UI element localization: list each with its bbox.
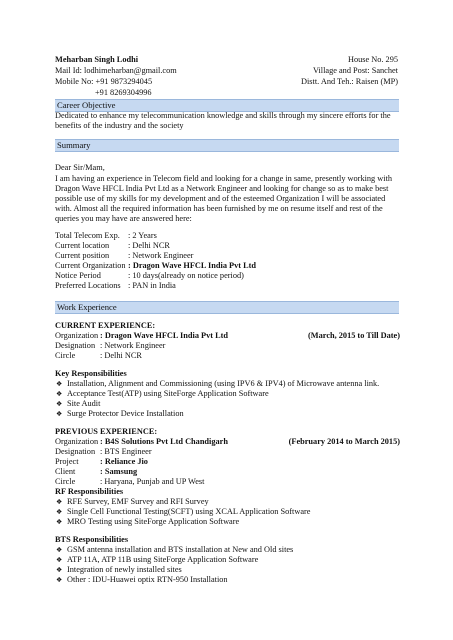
previous-experience-heading: PREVIOUS EXPERIENCE: bbox=[55, 427, 158, 436]
list-item: ❖ Installation, Alignment and Commissioning (using IPV6 & IPV4) of Microwave antenna link. bbox=[55, 379, 400, 389]
previous-org: : B4S Solutions Pvt Ltd Chandigarh bbox=[100, 437, 228, 446]
current-experience bbox=[55, 321, 400, 419]
previous-experience bbox=[55, 427, 400, 585]
previous-designation-row: Designation : BTS Engineer bbox=[55, 447, 152, 456]
list-item: ❖ Acceptance Test(ATP) using SiteForge Application Software bbox=[55, 389, 400, 399]
current-period: (March, 2015 to Till Date) bbox=[308, 331, 400, 340]
career-objective-title: Career Objective bbox=[57, 100, 116, 110]
header-line-4 bbox=[95, 88, 398, 98]
list-item: ❖ MRO Testing using SiteForge Application Software bbox=[55, 517, 400, 527]
field-preferred-locations: Preferred Locations : PAN in India bbox=[55, 281, 176, 290]
list-item: ❖ Single Cell Functional Testing(SCFT) using XCAL Application Software bbox=[55, 507, 400, 517]
village-post: Village and Post: Sanchet bbox=[313, 66, 398, 75]
summary-band bbox=[55, 139, 399, 152]
career-objective-text: Dedicated to enhance my telecommunication knowledge and skills through my sincere efforts for the benefits of the industry and the society bbox=[55, 111, 391, 130]
summary-fields bbox=[55, 231, 400, 291]
current-circle-row: Circle : Delhi NCR bbox=[55, 351, 142, 360]
summary-title: Summary bbox=[57, 140, 91, 150]
list-item: ❖ Other : IDU-Huawei optix RTN-950 Installation bbox=[55, 575, 400, 585]
mail-id: Mail Id: lodhimeharban@gmail.com bbox=[55, 66, 177, 75]
candidate-name: Meharban Singh Lodhi bbox=[55, 55, 138, 64]
field-notice-period: Notice Period : 10 days(already on notice period) bbox=[55, 271, 244, 280]
header-line-1 bbox=[55, 55, 398, 65]
mobile-number-2: +91 8269304996 bbox=[95, 88, 152, 97]
previous-period: (February 2014 to March 2015) bbox=[288, 437, 400, 446]
rf-responsibilities-heading: RF Responsibilities bbox=[55, 487, 124, 496]
current-experience-heading: CURRENT EXPERIENCE: bbox=[55, 321, 156, 330]
previous-client-row: Client : Samsung bbox=[55, 467, 138, 476]
current-org: : Dragon Wave HFCL India Pvt Ltd bbox=[100, 331, 229, 340]
current-org-row: Organization : Dragon Wave HFCL India Pvt Ltd (March, 2015 to Till Date) bbox=[55, 331, 400, 340]
summary-greeting: Dear Sir/Mam, bbox=[55, 163, 105, 172]
previous-circle-row: Circle : Haryana, Punjab and UP West bbox=[55, 477, 205, 486]
key-responsibilities-heading: Key Responsibilities bbox=[55, 369, 127, 378]
field-current-location: Current location : Delhi NCR bbox=[55, 241, 170, 250]
list-item: ❖ ATP 11A, ATP 11B using SiteForge Application Software bbox=[55, 555, 400, 565]
bts-responsibilities-heading: BTS Responsibilities bbox=[55, 535, 129, 544]
list-item: ❖ GSM antenna installation and BTS installation at New and Old sites bbox=[55, 545, 400, 555]
previous-project-row: Project : Reliance Jio bbox=[55, 457, 148, 466]
list-item: ❖ Integration of newly installed sites bbox=[55, 565, 400, 575]
list-item: ❖ Site Audit bbox=[55, 399, 400, 409]
work-experience-title: Work Experience bbox=[57, 302, 117, 312]
field-current-position: Current position : Network Engineer bbox=[55, 251, 194, 260]
header-line-2 bbox=[55, 66, 398, 76]
house-number: House No. 295 bbox=[347, 55, 398, 64]
summary-text: I am having an experience in Telecom field and looking for a change in same, presently working with Dragon Wave HFCL India Pvt Ltd as a Network Engineer and looking for change so as to make best possible use of my skills for my development and of the esteemed Organization I will be associated with. Almost all the required information has been furnished by me on resume itself and rest of the queries you may have are answered here: bbox=[55, 174, 393, 223]
work-experience-band bbox=[55, 301, 399, 314]
list-item: ❖ Surge Protector Device Installation bbox=[55, 409, 400, 419]
mobile-number-1: Mobile No: +91 9873294045 bbox=[55, 77, 153, 86]
previous-org-row: Organization : B4S Solutions Pvt Ltd Chandigarh (February 2014 to March 2015) bbox=[55, 437, 400, 446]
field-total-exp: Total Telecom Exp. : 2 Years bbox=[55, 231, 157, 240]
header-line-3 bbox=[55, 77, 398, 87]
field-current-organization: Current Organization : Dragon Wave HFCL India Pvt Ltd bbox=[55, 261, 257, 270]
current-designation-row: Designation : Network Engineer bbox=[55, 341, 166, 350]
district: Distt. And Teh.: Raisen (MP) bbox=[301, 77, 398, 86]
list-item: ❖ RFE Survey, EMF Survey and RFI Survey bbox=[55, 497, 400, 507]
